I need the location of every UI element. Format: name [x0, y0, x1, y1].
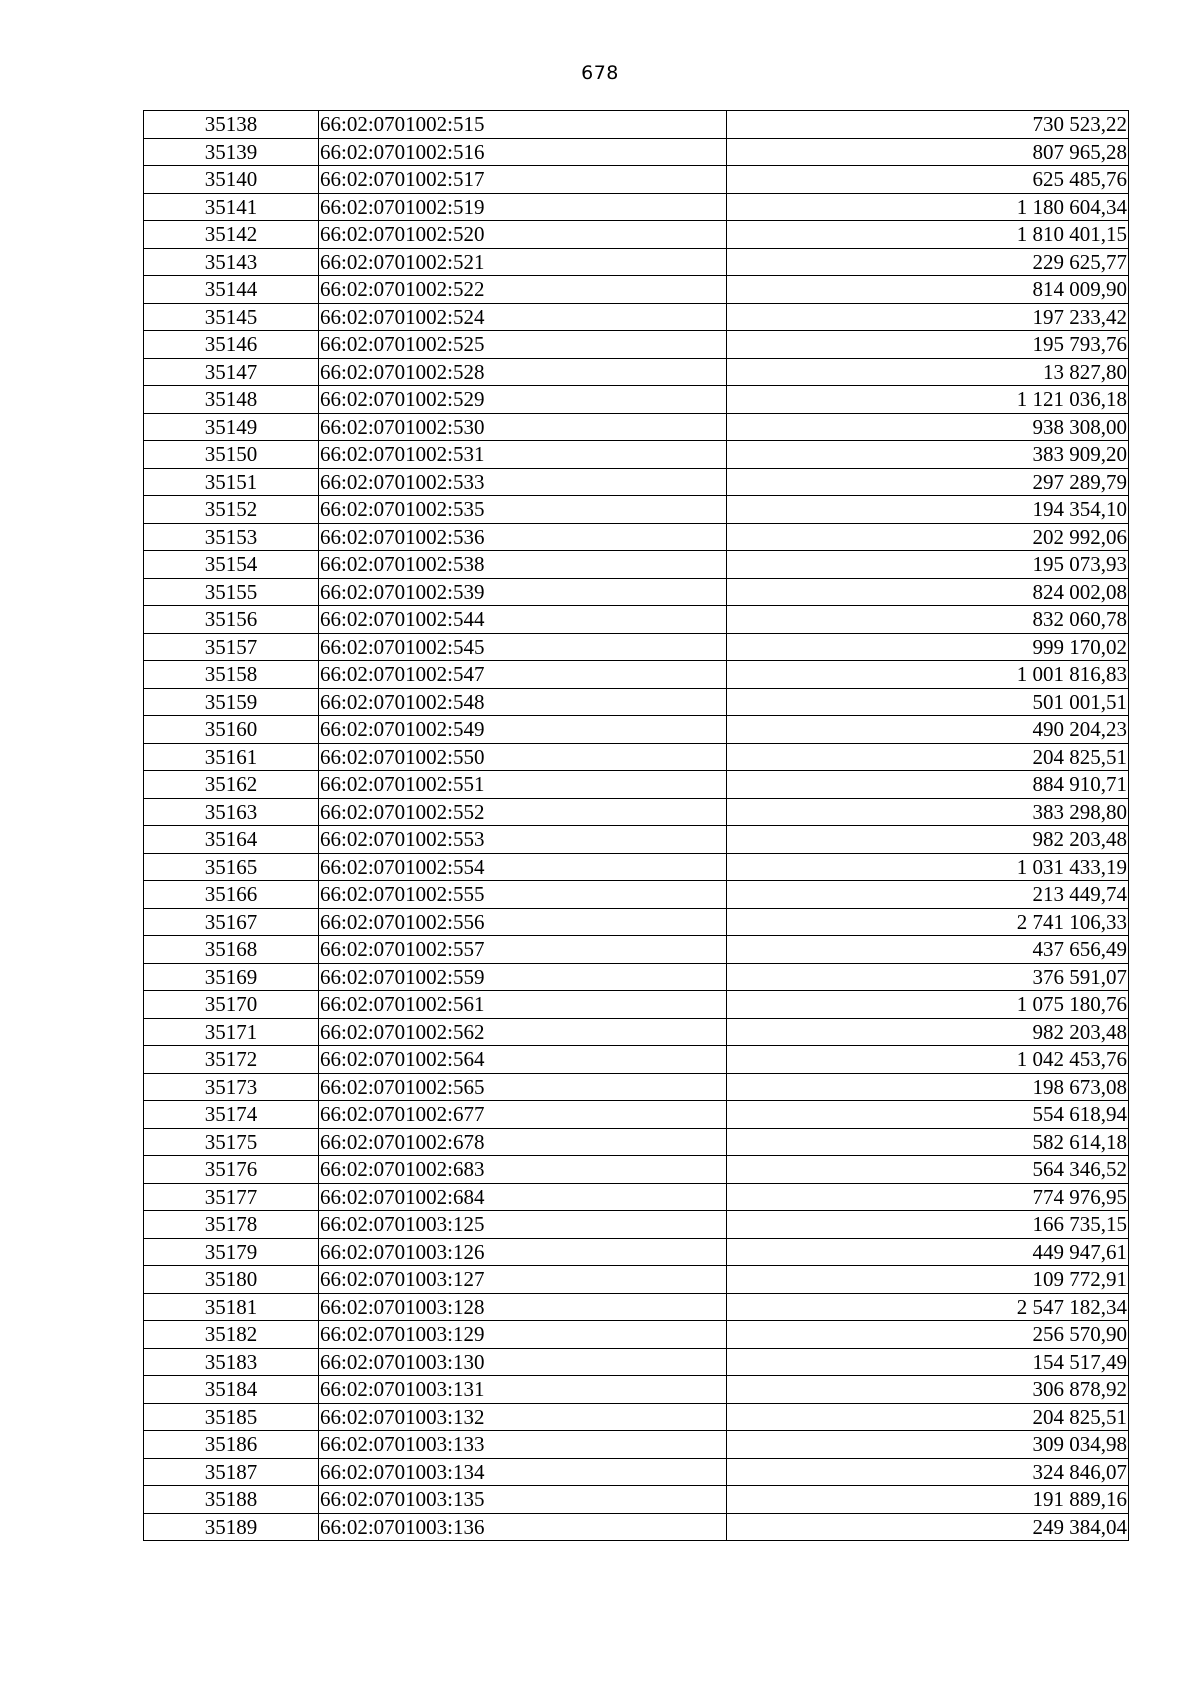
- row-number-cell: 35174: [144, 1101, 319, 1129]
- cadastral-number-cell: 66:02:0701003:131: [319, 1376, 727, 1404]
- cadastral-value-cell: 191 889,16: [727, 1486, 1129, 1514]
- table-row: [144, 881, 1129, 909]
- cadastral-value-cell: 490 204,23: [727, 716, 1129, 744]
- cadastral-value-cell: 449 947,61: [727, 1238, 1129, 1266]
- table-row: [144, 166, 1129, 194]
- cadastral-value-cell: 109 772,91: [727, 1266, 1129, 1294]
- cadastral-value-cell: 999 170,02: [727, 633, 1129, 661]
- cadastral-value-cell: 166 735,15: [727, 1211, 1129, 1239]
- row-number-cell: 35179: [144, 1238, 319, 1266]
- cadastral-number-cell: 66:02:0701002:545: [319, 633, 727, 661]
- row-number-cell: 35156: [144, 606, 319, 634]
- row-number-cell: 35167: [144, 908, 319, 936]
- row-number-cell: 35185: [144, 1403, 319, 1431]
- table-row: [144, 111, 1129, 139]
- table-row: [144, 331, 1129, 359]
- table-row: [144, 468, 1129, 496]
- table-row: [144, 303, 1129, 331]
- table-row: [144, 413, 1129, 441]
- table-row: [144, 138, 1129, 166]
- table-row: [144, 1266, 1129, 1294]
- row-number-cell: 35178: [144, 1211, 319, 1239]
- row-number-cell: 35171: [144, 1018, 319, 1046]
- row-number-cell: 35158: [144, 661, 319, 689]
- table-body: [144, 111, 1129, 1541]
- cadastral-number-cell: 66:02:0701002:564: [319, 1046, 727, 1074]
- table-row: [144, 1101, 1129, 1129]
- row-number-cell: 35170: [144, 991, 319, 1019]
- row-number-cell: 35177: [144, 1183, 319, 1211]
- row-number-cell: 35154: [144, 551, 319, 579]
- cadastral-value-cell: 807 965,28: [727, 138, 1129, 166]
- cadastral-number-cell: 66:02:0701002:565: [319, 1073, 727, 1101]
- cadastral-number-cell: 66:02:0701003:136: [319, 1513, 727, 1541]
- row-number-cell: 35180: [144, 1266, 319, 1294]
- row-number-cell: 35166: [144, 881, 319, 909]
- cadastral-number-cell: 66:02:0701002:555: [319, 881, 727, 909]
- cadastral-value-cell: 1 031 433,19: [727, 853, 1129, 881]
- cadastral-number-cell: 66:02:0701002:531: [319, 441, 727, 469]
- table-row: [144, 853, 1129, 881]
- table-row: [144, 991, 1129, 1019]
- cadastral-value-cell: 324 846,07: [727, 1458, 1129, 1486]
- row-number-cell: 35168: [144, 936, 319, 964]
- cadastral-value-cell: 1 001 816,83: [727, 661, 1129, 689]
- cadastral-value-cell: 204 825,51: [727, 743, 1129, 771]
- table-row: [144, 661, 1129, 689]
- row-number-cell: 35150: [144, 441, 319, 469]
- cadastral-number-cell: 66:02:0701002:684: [319, 1183, 727, 1211]
- cadastral-number-cell: 66:02:0701002:548: [319, 688, 727, 716]
- table-row: [144, 248, 1129, 276]
- table-row: [144, 1238, 1129, 1266]
- cadastral-number-cell: 66:02:0701002:678: [319, 1128, 727, 1156]
- table-row: [144, 1458, 1129, 1486]
- cadastral-value-cell: 824 002,08: [727, 578, 1129, 606]
- cadastral-value-cell: 383 909,20: [727, 441, 1129, 469]
- row-number-cell: 35160: [144, 716, 319, 744]
- cadastral-value-cell: 832 060,78: [727, 606, 1129, 634]
- cadastral-number-cell: 66:02:0701002:553: [319, 826, 727, 854]
- cadastral-value-cell: 554 618,94: [727, 1101, 1129, 1129]
- row-number-cell: 35183: [144, 1348, 319, 1376]
- cadastral-value-cell: 814 009,90: [727, 276, 1129, 304]
- table-row: [144, 1183, 1129, 1211]
- row-number-cell: 35164: [144, 826, 319, 854]
- row-number-cell: 35188: [144, 1486, 319, 1514]
- table-row: [144, 578, 1129, 606]
- table-row: [144, 276, 1129, 304]
- cadastral-value-cell: 730 523,22: [727, 111, 1129, 139]
- row-number-cell: 35189: [144, 1513, 319, 1541]
- cadastral-number-cell: 66:02:0701002:516: [319, 138, 727, 166]
- cadastral-number-cell: 66:02:0701002:562: [319, 1018, 727, 1046]
- cadastral-value-cell: 938 308,00: [727, 413, 1129, 441]
- cadastral-value-cell: 309 034,98: [727, 1431, 1129, 1459]
- cadastral-value-cell: 501 001,51: [727, 688, 1129, 716]
- row-number-cell: 35184: [144, 1376, 319, 1404]
- table-row: [144, 633, 1129, 661]
- row-number-cell: 35157: [144, 633, 319, 661]
- table-row: [144, 826, 1129, 854]
- table-row: [144, 1156, 1129, 1184]
- cadastral-value-cell: 194 354,10: [727, 496, 1129, 524]
- cadastral-value-cell: 1 121 036,18: [727, 386, 1129, 414]
- cadastral-number-cell: 66:02:0701002:561: [319, 991, 727, 1019]
- table-row: [144, 936, 1129, 964]
- cadastral-number-cell: 66:02:0701002:554: [319, 853, 727, 881]
- table-row: [144, 1403, 1129, 1431]
- row-number-cell: 35169: [144, 963, 319, 991]
- row-number-cell: 35139: [144, 138, 319, 166]
- cadastral-number-cell: 66:02:0701002:536: [319, 523, 727, 551]
- cadastral-value-cell: 229 625,77: [727, 248, 1129, 276]
- table-row: [144, 606, 1129, 634]
- cadastral-number-cell: 66:02:0701002:683: [319, 1156, 727, 1184]
- row-number-cell: 35145: [144, 303, 319, 331]
- row-number-cell: 35165: [144, 853, 319, 881]
- row-number-cell: 35162: [144, 771, 319, 799]
- cadastral-number-cell: 66:02:0701002:535: [319, 496, 727, 524]
- cadastral-value-cell: 1 042 453,76: [727, 1046, 1129, 1074]
- row-number-cell: 35142: [144, 221, 319, 249]
- cadastral-value-cell: 564 346,52: [727, 1156, 1129, 1184]
- cadastral-number-cell: 66:02:0701003:134: [319, 1458, 727, 1486]
- cadastral-value-cell: 249 384,04: [727, 1513, 1129, 1541]
- cadastral-number-cell: 66:02:0701002:525: [319, 331, 727, 359]
- table-row: [144, 743, 1129, 771]
- cadastral-number-cell: 66:02:0701003:126: [319, 1238, 727, 1266]
- table-row: [144, 688, 1129, 716]
- cadastral-number-cell: 66:02:0701002:524: [319, 303, 727, 331]
- table-row: [144, 1348, 1129, 1376]
- cadastral-number-cell: 66:02:0701002:556: [319, 908, 727, 936]
- row-number-cell: 35143: [144, 248, 319, 276]
- cadastral-value-cell: 202 992,06: [727, 523, 1129, 551]
- cadastral-number-cell: 66:02:0701002:519: [319, 193, 727, 221]
- row-number-cell: 35149: [144, 413, 319, 441]
- row-number-cell: 35153: [144, 523, 319, 551]
- cadastral-number-cell: 66:02:0701003:128: [319, 1293, 727, 1321]
- row-number-cell: 35138: [144, 111, 319, 139]
- row-number-cell: 35140: [144, 166, 319, 194]
- cadastral-number-cell: 66:02:0701002:544: [319, 606, 727, 634]
- row-number-cell: 35161: [144, 743, 319, 771]
- row-number-cell: 35155: [144, 578, 319, 606]
- cadastral-value-cell: 197 233,42: [727, 303, 1129, 331]
- cadastral-value-cell: 1 075 180,76: [727, 991, 1129, 1019]
- cadastral-value-cell: 154 517,49: [727, 1348, 1129, 1376]
- cadastral-number-cell: 66:02:0701003:127: [319, 1266, 727, 1294]
- cadastral-number-cell: 66:02:0701003:130: [319, 1348, 727, 1376]
- cadastral-value-cell: 884 910,71: [727, 771, 1129, 799]
- table-row: [144, 908, 1129, 936]
- row-number-cell: 35148: [144, 386, 319, 414]
- row-number-cell: 35176: [144, 1156, 319, 1184]
- cadastral-value-cell: 213 449,74: [727, 881, 1129, 909]
- table-row: [144, 523, 1129, 551]
- table-row: [144, 1486, 1129, 1514]
- table-row: [144, 1073, 1129, 1101]
- table-row: [144, 496, 1129, 524]
- cadastral-value-cell: 256 570,90: [727, 1321, 1129, 1349]
- cadastral-value-cell: 306 878,92: [727, 1376, 1129, 1404]
- cadastral-number-cell: 66:02:0701002:677: [319, 1101, 727, 1129]
- cadastral-value-cell: 195 073,93: [727, 551, 1129, 579]
- cadastral-number-cell: 66:02:0701003:129: [319, 1321, 727, 1349]
- table-row: [144, 1046, 1129, 1074]
- cadastral-number-cell: 66:02:0701002:551: [319, 771, 727, 799]
- cadastral-number-cell: 66:02:0701002:533: [319, 468, 727, 496]
- row-number-cell: 35144: [144, 276, 319, 304]
- table-row: [144, 1018, 1129, 1046]
- cadastral-value-cell: 13 827,80: [727, 358, 1129, 386]
- table-row: [144, 1211, 1129, 1239]
- cadastral-number-cell: 66:02:0701002:529: [319, 386, 727, 414]
- row-number-cell: 35163: [144, 798, 319, 826]
- table-row: [144, 1513, 1129, 1541]
- cadastral-number-cell: 66:02:0701002:528: [319, 358, 727, 386]
- cadastral-number-cell: 66:02:0701002:549: [319, 716, 727, 744]
- table-row: [144, 551, 1129, 579]
- row-number-cell: 35172: [144, 1046, 319, 1074]
- table-row: [144, 963, 1129, 991]
- cadastral-number-cell: 66:02:0701002:552: [319, 798, 727, 826]
- table-row: [144, 798, 1129, 826]
- row-number-cell: 35187: [144, 1458, 319, 1486]
- cadastral-value-cell: 198 673,08: [727, 1073, 1129, 1101]
- cadastral-value-cell: 297 289,79: [727, 468, 1129, 496]
- cadastral-value-cell: 982 203,48: [727, 1018, 1129, 1046]
- table-row: [144, 441, 1129, 469]
- cadastral-number-cell: 66:02:0701003:133: [319, 1431, 727, 1459]
- row-number-cell: 35175: [144, 1128, 319, 1156]
- table-row: [144, 221, 1129, 249]
- cadastral-number-cell: 66:02:0701002:550: [319, 743, 727, 771]
- cadastral-number-cell: 66:02:0701002:530: [319, 413, 727, 441]
- page-number: 678: [581, 62, 619, 84]
- cadastral-value-cell: 437 656,49: [727, 936, 1129, 964]
- cadastral-number-cell: 66:02:0701003:125: [319, 1211, 727, 1239]
- cadastral-value-cell: 2 547 182,34: [727, 1293, 1129, 1321]
- table-row: [144, 1128, 1129, 1156]
- row-number-cell: 35146: [144, 331, 319, 359]
- cadastral-number-cell: 66:02:0701002:520: [319, 221, 727, 249]
- cadastral-number-cell: 66:02:0701003:135: [319, 1486, 727, 1514]
- cadastral-value-cell: 204 825,51: [727, 1403, 1129, 1431]
- table-row: [144, 771, 1129, 799]
- cadastral-value-cell: 2 741 106,33: [727, 908, 1129, 936]
- row-number-cell: 35159: [144, 688, 319, 716]
- row-number-cell: 35147: [144, 358, 319, 386]
- table-row: [144, 1376, 1129, 1404]
- cadastral-number-cell: 66:02:0701002:517: [319, 166, 727, 194]
- table-row: [144, 716, 1129, 744]
- cadastral-number-cell: 66:02:0701002:559: [319, 963, 727, 991]
- cadastral-value-table: [143, 110, 1129, 1541]
- row-number-cell: 35152: [144, 496, 319, 524]
- cadastral-value-cell: 383 298,80: [727, 798, 1129, 826]
- row-number-cell: 35141: [144, 193, 319, 221]
- row-number-cell: 35186: [144, 1431, 319, 1459]
- cadastral-value-cell: 625 485,76: [727, 166, 1129, 194]
- row-number-cell: 35151: [144, 468, 319, 496]
- row-number-cell: 35182: [144, 1321, 319, 1349]
- cadastral-number-cell: 66:02:0701002:515: [319, 111, 727, 139]
- cadastral-value-cell: 376 591,07: [727, 963, 1129, 991]
- cadastral-number-cell: 66:02:0701002:538: [319, 551, 727, 579]
- cadastral-value-cell: 582 614,18: [727, 1128, 1129, 1156]
- cadastral-value-cell: 774 976,95: [727, 1183, 1129, 1211]
- table-row: [144, 358, 1129, 386]
- row-number-cell: 35173: [144, 1073, 319, 1101]
- table-row: [144, 1293, 1129, 1321]
- row-number-cell: 35181: [144, 1293, 319, 1321]
- table-row: [144, 1321, 1129, 1349]
- cadastral-value-cell: 195 793,76: [727, 331, 1129, 359]
- cadastral-number-cell: 66:02:0701002:539: [319, 578, 727, 606]
- cadastral-number-cell: 66:02:0701002:547: [319, 661, 727, 689]
- table-row: [144, 386, 1129, 414]
- cadastral-number-cell: 66:02:0701003:132: [319, 1403, 727, 1431]
- cadastral-value-cell: 1 810 401,15: [727, 221, 1129, 249]
- table-row: [144, 193, 1129, 221]
- cadastral-number-cell: 66:02:0701002:522: [319, 276, 727, 304]
- cadastral-number-cell: 66:02:0701002:557: [319, 936, 727, 964]
- cadastral-value-cell: 1 180 604,34: [727, 193, 1129, 221]
- cadastral-number-cell: 66:02:0701002:521: [319, 248, 727, 276]
- table-row: [144, 1431, 1129, 1459]
- cadastral-value-cell: 982 203,48: [727, 826, 1129, 854]
